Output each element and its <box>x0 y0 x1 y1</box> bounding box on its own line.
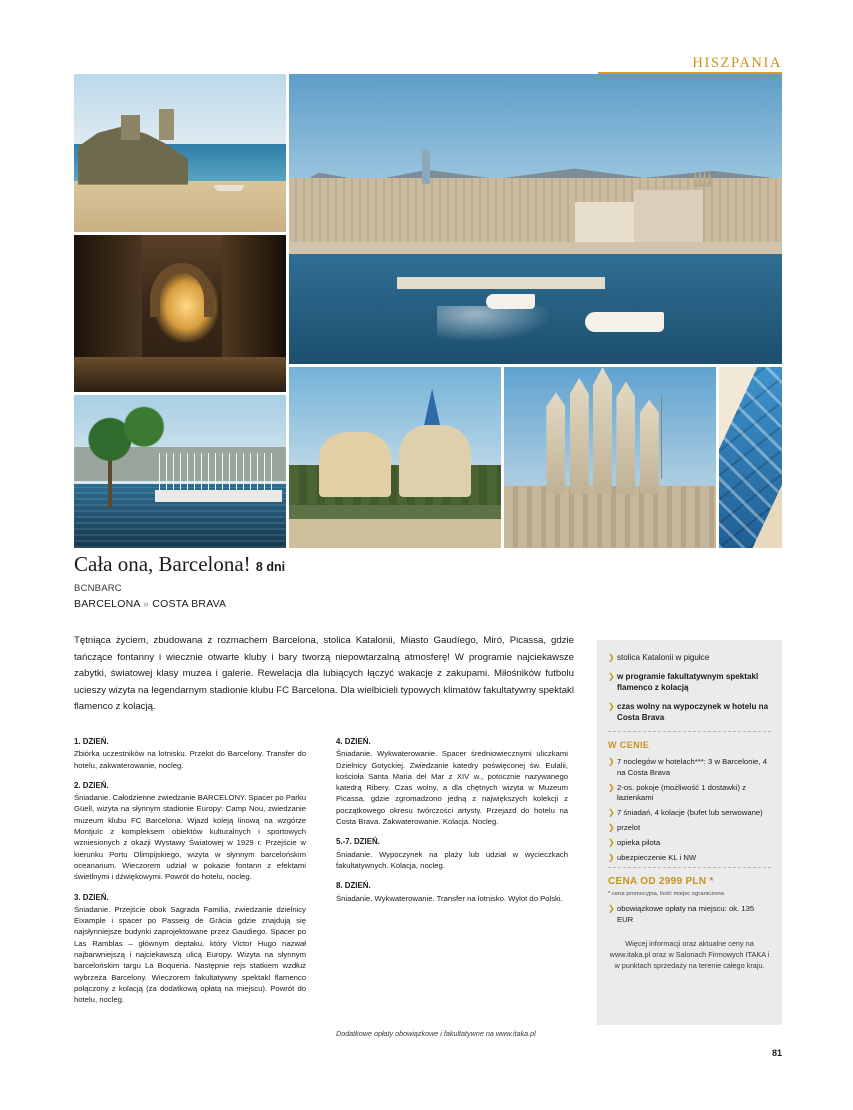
day-heading: 3. DZIEŃ. <box>74 892 109 902</box>
included-text: ubezpieczenie KL i NW <box>617 852 697 862</box>
footnote: Dodatkowe opłaty obowiązkowe i fakultatywne na www.itaka.pl <box>336 1029 536 1038</box>
route-separator: » <box>143 598 150 610</box>
highlight-text: czas wolny na wypoczynek w hotelu na Costa Brava <box>617 701 769 723</box>
chevron-right-icon: ❯ <box>608 701 615 711</box>
day-heading: 4. DZIEŃ. <box>336 737 371 746</box>
chevron-right-icon: ❯ <box>608 671 615 681</box>
chevron-right-icon: ❯ <box>608 837 615 847</box>
included-item <box>608 757 771 779</box>
route-to: COSTA BRAVA <box>152 598 227 610</box>
photo-beach-castle <box>74 74 286 232</box>
chevron-right-icon: ❯ <box>608 653 615 662</box>
photo-aerial-city <box>289 74 782 364</box>
day-text: Śniadanie. Całodzienne zwiedzanie BARCELONY. Spacer po Parku Güell, wizyta na słynnym stadionie Europy: Camp Nou, zwiedzanie muzeum klubu FC Barcelona. Wjazd koleją linową na wzgórze Montjuïc z kompleksem obiektów kulturalnych i sportowych wzniesionych z okazji Wystawy Światowej w 1929 r. Przejście w kierunku Portu Olimpijskiego, wizyta w słynnym barcelońskim oceanarium. Wieczorem udział w pokazie fontann z efektami świetlnymi i dźwiękowymi. Powrót do hotelu, nocleg. <box>74 793 306 882</box>
day-text: Śniadanie. Wykwaterowanie. Transfer na lotnisko. Wylot do Polski. <box>336 893 563 903</box>
offer-title <box>74 552 285 577</box>
itinerary-column-right <box>336 736 568 913</box>
day-heading: 2. DZIEŃ. <box>74 780 109 790</box>
photo-marina-palms <box>74 395 286 548</box>
page-number: 81 <box>771 1048 782 1058</box>
highlight-text: w programie fakultatywnym spektakl flamenco z kolacją <box>617 671 759 693</box>
panel-divider <box>608 867 771 868</box>
photo-mosaic-detail <box>719 367 782 548</box>
included-text: 7 noclegów w hotelach***: 3 w Barcelonie, 4 na Costa Brava <box>617 756 767 777</box>
chevron-right-icon: ❯ <box>608 808 615 818</box>
more-info: Więcej informacji oraz aktualne ceny na www.itaka.pl oraz w Salonach Firmowych ITAKA i w punktach sprzedaży na terenie całego kraju. <box>609 939 770 970</box>
panel-divider <box>608 731 771 732</box>
included-title: W CENIE <box>608 739 650 750</box>
price-note: * cena promocyjna, ilość miejsc ograniczona <box>608 891 724 898</box>
highlight-item <box>608 652 771 664</box>
included-item <box>608 808 771 819</box>
highlight-item <box>608 701 771 724</box>
day-text: Śniadanie. Wykwaterowanie. Spacer średniowiecznymi uliczkami Dzielnicy Gotyckiej. Zwiedzanie katedry poświęconej św. Eulalii, kościoła Santa Maria del Mar z XIV w., potocznie nazywanego katedrą Ribery. Czas wolny, a dla chętnych wizyta w Muzeum Picassa, gdzie zgromadzono jedną z największych kolekcji z początkowego okresu twórczości artysty. Przejazd do hotelu na Costa Brava. Zakwaterowanie. Kolacja. Nocleg. <box>336 749 568 827</box>
chevron-right-icon: ❯ <box>608 782 615 792</box>
photo-sagrada-familia <box>504 367 716 548</box>
day-heading: 8. DZIEŃ. <box>336 881 371 891</box>
included-text: opieka pilota <box>617 837 661 847</box>
offer-title-text: Cała ona, Barcelona! <box>74 552 251 576</box>
included-item <box>608 783 771 805</box>
photo-park-guell <box>289 367 501 548</box>
included-item <box>608 853 771 864</box>
offer-route <box>74 598 226 610</box>
included-text: 2-os. pokoje (możliwość 1 dostawki) z łazienkami <box>617 782 747 803</box>
chevron-right-icon: ❯ <box>608 822 615 832</box>
day-heading: 5.-7. DZIEŃ. <box>336 837 380 847</box>
included-item <box>608 838 771 849</box>
extra-fee-item <box>608 904 771 926</box>
day-heading: 1. DZIEŃ. <box>74 737 109 746</box>
section-title: HISZPANIA <box>692 55 782 71</box>
included-item <box>608 823 771 834</box>
offer-duration: 8 dni <box>255 560 286 574</box>
chevron-right-icon: ❯ <box>608 852 615 862</box>
day-text: Zbiórka uczestników na lotnisku. Przelot do Barcelony. Transfer do hotelu, zakwaterowanie, nocleg. <box>74 749 306 770</box>
chevron-right-icon: ❯ <box>608 756 615 766</box>
extra-fee-text: obowiązkowe opłaty na miejscu: ok. 135 EUR <box>617 904 755 925</box>
offer-code: BCNBARC <box>74 583 122 594</box>
offer-intro: Tętniąca życiem, zbudowana z rozmachem Barcelona, stolica Katalonii, Miasto Gaudíego, Miró, Picassa, gdzie tańczące fontanny i wiecznie otwarte kluby i bary tworzą niepowtarzalną atmosferę! W programie najciekawsze zabytki, światowej klasy muzea i galerie. Rewelacja dla lubiących łączyć wakacje z zakupami. Miłośników futbolu ucieszy wizyta na legendarnym stadionie klubu FC Barcelona. Dla wielbicieli typowych klimatów fakultatywny spektakl flamenco z kolacją. <box>74 635 574 713</box>
chevron-right-icon: ❯ <box>608 904 615 914</box>
route-from: BARCELONA <box>74 598 140 610</box>
highlight-item <box>608 671 771 694</box>
photo-gothic-alley <box>74 235 286 392</box>
day-text: Śniadanie. Wypoczynek na plaży lub udział w wycieczkach fakultatywnych. Kolacja, nocleg. <box>336 849 568 870</box>
day-text: Śniadanie. Przejście obok Sagrada Familia, zwiedzanie dzielnicy Eixample i spacer po Passeig de Gràcia gdzie znajdują się najsłynniejsze budynki zaprojektowane przez Gaudiego. Spacer po Las Ramblas – głównym deptaku, który Victor Hugo nazwał najbarwniejszą i najciekawszą ulicą Europy. Wizyta na słynnym barcelońskim targu La Boqueria. Następnie rejs statkiem wzdłuż wybrzeża Barcelony. Wieczorem fakultatywny spektakl flamenco połączony z kolacją (za dodatkową opłatą na miejscu). Powrót do hotelu, nocleg. <box>74 904 306 1005</box>
included-text: przelot <box>617 822 641 832</box>
itinerary-column-left <box>74 736 306 1015</box>
included-text: 7 śniadań, 4 kolacje (bufet lub serwowane) <box>617 808 763 818</box>
highlight-text: stolica Katalonii w pigułce <box>617 653 710 662</box>
price-title: CENA OD 2999 PLN * <box>608 876 714 888</box>
